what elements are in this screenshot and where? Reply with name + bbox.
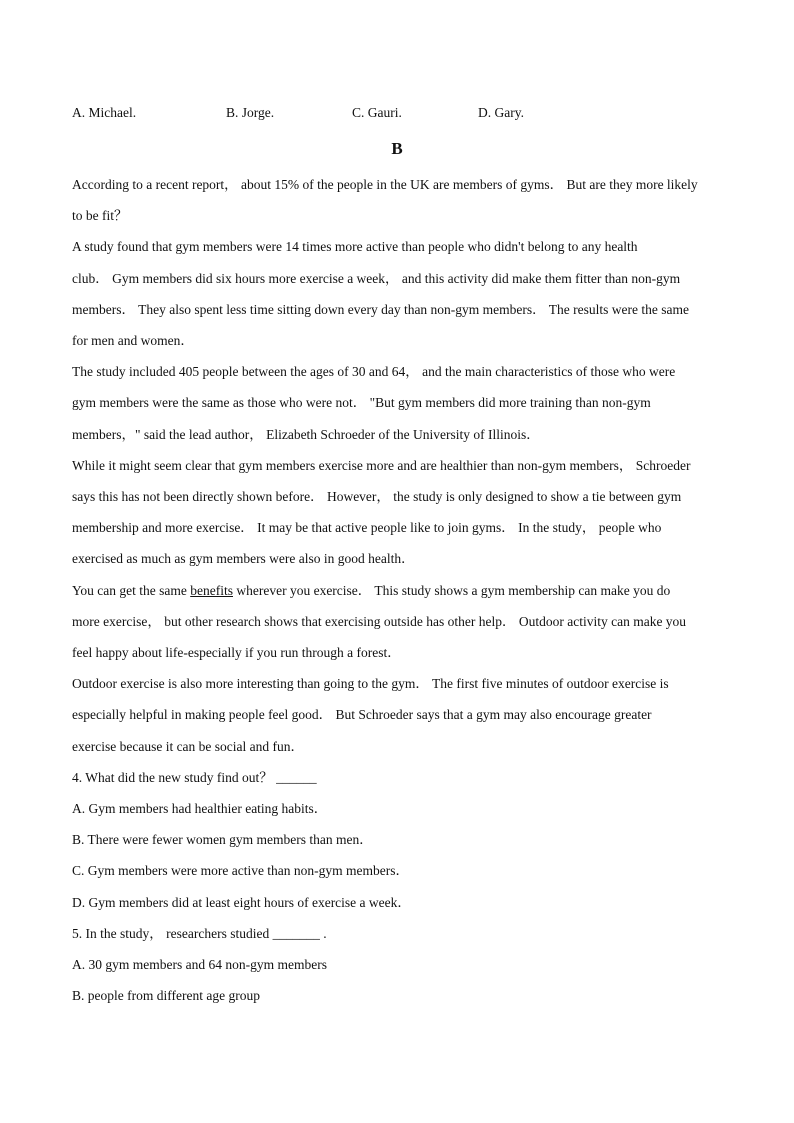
text-line: members，" said the lead author， Elizabeth Schroeder of the University of Illinois．	[72, 426, 540, 442]
text-line: for men and women．	[72, 333, 194, 349]
text-segment: wherever you exercise． This study shows a gym membership can make you do	[232, 582, 671, 598]
question-stem: 4. What did the new study find out？ ______	[72, 769, 317, 785]
option-c: C. Gauri.	[352, 105, 402, 120]
previous-question-options	[72, 104, 722, 122]
passage-paragraph-2	[72, 231, 720, 356]
text-line: According to a recent report， about 15% of the people in the UK are members of gyms． But are they more likely	[72, 177, 698, 192]
option-a: A. Michael.	[72, 105, 137, 120]
text-segment: You can get the same	[72, 582, 191, 598]
text-line: The study included 405 people between the ages of 30 and 64， and the main characteristics of those who were	[72, 364, 676, 380]
answer-option: D. Gym members did at least eight hours of exercise a week．	[72, 894, 411, 910]
question-4	[72, 762, 720, 918]
text-line: more exercise， but other research shows that exercising outside has other help． Outdoor activity can make you	[72, 613, 687, 629]
section-heading: B	[391, 139, 403, 158]
text-line: exercised as much as gym members were also in good health．	[72, 551, 415, 567]
passage-paragraph-6	[72, 668, 720, 762]
text-line: club． Gym members did six hours more exercise a week， and this activity did make them fitter than non-gym	[72, 270, 681, 286]
text-line	[72, 575, 720, 606]
passage-paragraph-5	[72, 575, 720, 669]
option-d: D. Gary.	[478, 105, 524, 120]
passage-paragraph-1	[72, 169, 720, 231]
answer-option: A. 30 gym members and 64 non-gym members	[72, 957, 327, 973]
answer-option: B. people from different age group	[72, 988, 260, 1004]
text-line: especially helpful in making people feel good． But Schroeder says that a gym may also encourage greater	[72, 707, 652, 723]
passage-paragraph-4	[72, 450, 720, 575]
text-line: feel happy about life-especially if you run through a forest．	[72, 645, 401, 661]
question-5	[72, 918, 720, 1012]
reading-passage	[72, 169, 720, 1011]
question-stem: 5. In the study， researchers studied _______ .	[72, 925, 327, 941]
text-line: exercise because it can be social and fun．	[72, 738, 305, 754]
text-line: membership and more exercise． It may be that active people like to join gyms． In the study， people who	[72, 520, 662, 536]
text-line: members． They also spent less time sitting down every day than non-gym members． The results were the same	[72, 301, 689, 317]
underlined-word-benefits: benefits	[190, 582, 233, 598]
text-line: says this has not been directly shown before． However， the study is only designed to show a tie between gym	[72, 489, 682, 505]
text-line: gym members were the same as those who were not． "But gym members did more training than non-gym	[72, 395, 651, 411]
text-line: Outdoor exercise is also more interesting than going to the gym． The first five minutes of outdoor exercise is	[72, 676, 669, 692]
answer-option: B. There were fewer women gym members than men．	[72, 832, 373, 848]
option-b: B. Jorge.	[226, 105, 275, 120]
text-line: to be fit？	[72, 208, 128, 224]
text-line: A study found that gym members were 14 times more active than people who didn't belong to any health	[72, 239, 638, 255]
answer-option: A. Gym members had healthier eating habits．	[72, 801, 328, 817]
text-line: While it might seem clear that gym members exercise more and are healthier than non-gym members， Schroeder	[72, 457, 691, 473]
passage-paragraph-3	[72, 356, 720, 450]
answer-option: C. Gym members were more active than non-gym members．	[72, 863, 410, 879]
